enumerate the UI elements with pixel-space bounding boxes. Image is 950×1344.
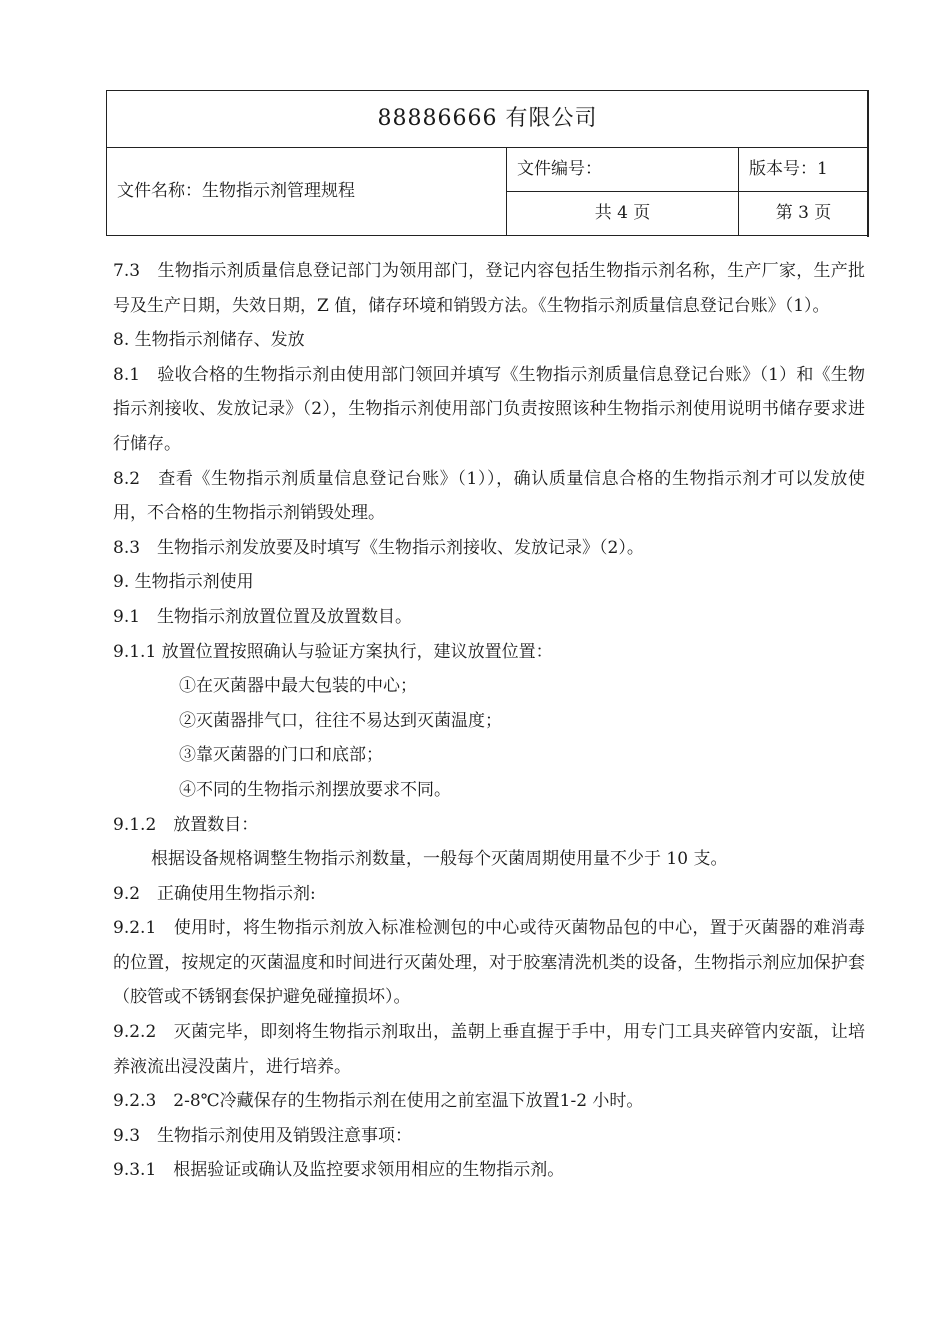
document-name: 文件名称：生物指示剂管理规程 <box>107 148 507 236</box>
list-item-1: ①在灭菌器中最大包装的中心； <box>179 676 417 697</box>
document-number: 文件编号： <box>507 148 739 192</box>
paragraph-7-3: 7.3 生物指示剂质量信息登记部门为领用部门，登记内容包括生物指示剂名称，生产厂家，生产批号及生产日期，失效日期，Z 值，储存环境和销毁方法。《生物指示剂质量信息登记台账》（1）。 <box>113 261 865 316</box>
document-header-table <box>106 90 869 236</box>
paragraph-9-1-1: 9.1.1 放置位置按照确认与验证方案执行，建议放置位置： <box>113 641 553 662</box>
total-pages: 共 4 页 <box>507 192 739 236</box>
paragraph-9-2-2: 9.2.2 灭菌完毕，即刻将生物指示剂取出，盖朝上垂直握于手中，用专门工具夹碎管内安瓿，让培养液流出浸没菌片，进行培养。 <box>113 1022 865 1077</box>
paragraph-9-1: 9.1 生物指示剂放置位置及放置数目。 <box>113 606 413 627</box>
paragraph-9-3-1: 9.3.1 根据验证或确认及监控要求领用相应的生物指示剂。 <box>113 1160 565 1181</box>
paragraph-9-1-2: 9.1.2 放置数目： <box>113 814 259 835</box>
paragraph-8-1: 8.1 验收合格的生物指示剂由使用部门领回并填写《生物指示剂质量信息登记台账》（1）和《生物指示剂接收、发放记录》（2），生物指示剂使用部门负责按照该种生物指示剂使用说明书储存要求进行储存。 <box>113 364 865 454</box>
paragraph-8-2: 8.2 查看《生物指示剂质量信息登记台账》（1）），确认质量信息合格的生物指示剂才可以发放使用，不合格的生物指示剂销毁处理。 <box>113 468 865 524</box>
paragraph-9-2-3: 9.2.3 2-8℃冷藏保存的生物指示剂在使用之前室温下放置1-2 小时。 <box>113 1091 644 1112</box>
company-name: 88886666 有限公司 <box>107 91 869 148</box>
page-number: 第 3 页 <box>739 192 869 236</box>
paragraph-8-3: 8.3 生物指示剂发放要及时填写《生物指示剂接收、发放记录》（2）。 <box>113 537 644 558</box>
list-item-2: ②灭菌器排气口，往往不易达到灭菌温度； <box>179 710 502 731</box>
section-8-heading: 8. 生物指示剂储存、发放 <box>113 330 305 351</box>
list-item-4: ④不同的生物指示剂摆放要求不同。 <box>179 779 451 800</box>
paragraph-quantity: 根据设备规格调整生物指示剂数量，一般每个灭菌周期使用量不少于 10 支。 <box>151 849 728 870</box>
paragraph-9-3: 9.3 生物指示剂使用及销毁注意事项： <box>113 1125 413 1146</box>
paragraph-9-2: 9.2 正确使用生物指示剂: <box>113 883 316 904</box>
paragraph-9-2-1: 9.2.1 使用时，将生物指示剂放入标准检测包的中心或待灭菌物品包的中心，置于灭菌器的难消毒的位置，按规定的灭菌温度和时间进行灭菌处理，对于胶塞清洗机类的设备，生物指示剂应加保护套（胶管或不锈钢套保护避免碰撞损坏）。 <box>113 918 865 1008</box>
version-number: 版本号：1 <box>739 148 869 192</box>
table-right-border <box>867 90 869 237</box>
section-9-heading: 9. 生物指示剂使用 <box>113 572 254 593</box>
list-item-3: ③靠灭菌器的门口和底部； <box>179 745 383 766</box>
document-body <box>113 254 865 1188</box>
